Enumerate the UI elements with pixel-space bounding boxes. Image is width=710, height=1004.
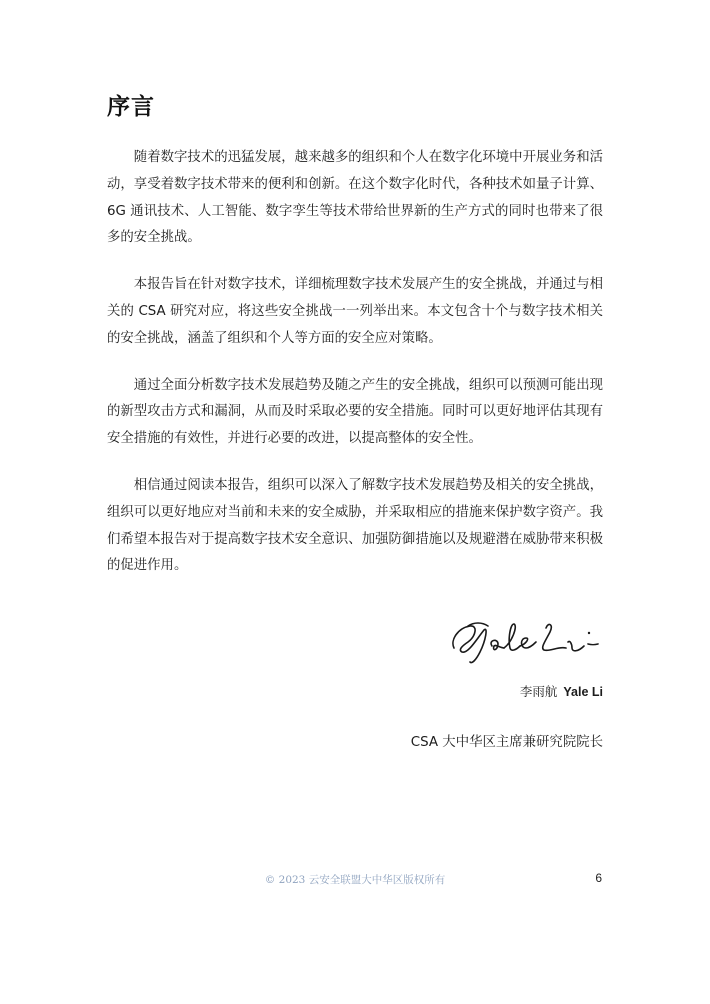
signer-name-en: Yale Li — [563, 685, 603, 699]
paragraph: 相信通过阅读本报告，组织可以深入了解数字技术发展趋势及相关的安全挑战，组织可以更好地应对当前和未来的安全威胁，并采取相应的措施来保护数字资产。我们希望本报告对于提高数字技术安全意识、加强防御措施以及规避潜在威胁带来积极的促进作用。 — [107, 477, 603, 574]
page-title: 序言 — [107, 94, 155, 120]
signer-name — [520, 682, 603, 700]
paragraph: 本报告旨在针对数字技术，详细梳理数字技术发展产生的安全挑战，并通过与相关的 CSA 研究对应，将这些安全挑战一一列举出来。本文包含十个与数字技术相关的安全挑战，涵盖了组织和个人等方面的安全应对策略。 — [107, 277, 603, 346]
page-number: 6 — [595, 871, 602, 885]
signer-position: CSA 大中华区主席兼研究院院长 — [410, 735, 603, 750]
preface-body — [107, 145, 603, 600]
paragraph: 通过全面分析数字技术发展趋势及随之产生的安全挑战，组织可以预测可能出现的新型攻击方式和漏洞，从而及时采取必要的安全措施。同时可以更好地评估其现有安全措施的有效性，并进行必要的改进，以提高整体的安全性。 — [107, 377, 603, 447]
signer-name-cn: 李雨航 — [519, 684, 558, 699]
footer-copyright: © 2023 云安全联盟大中华区版权所有 — [264, 874, 446, 886]
handwritten-signature — [448, 618, 604, 666]
paragraph: 随着数字技术的迅猛发展，越来越多的组织和个人在数字化环境中开展业务和活动，享受着数字技术带来的便利和创新。在这个数字化时代，各种技术如量子计算、6G 通讯技术、人工智能、数字孪生等技术带给世界新的生产方式的同时也带来了很多的安全挑战。 — [107, 150, 603, 246]
